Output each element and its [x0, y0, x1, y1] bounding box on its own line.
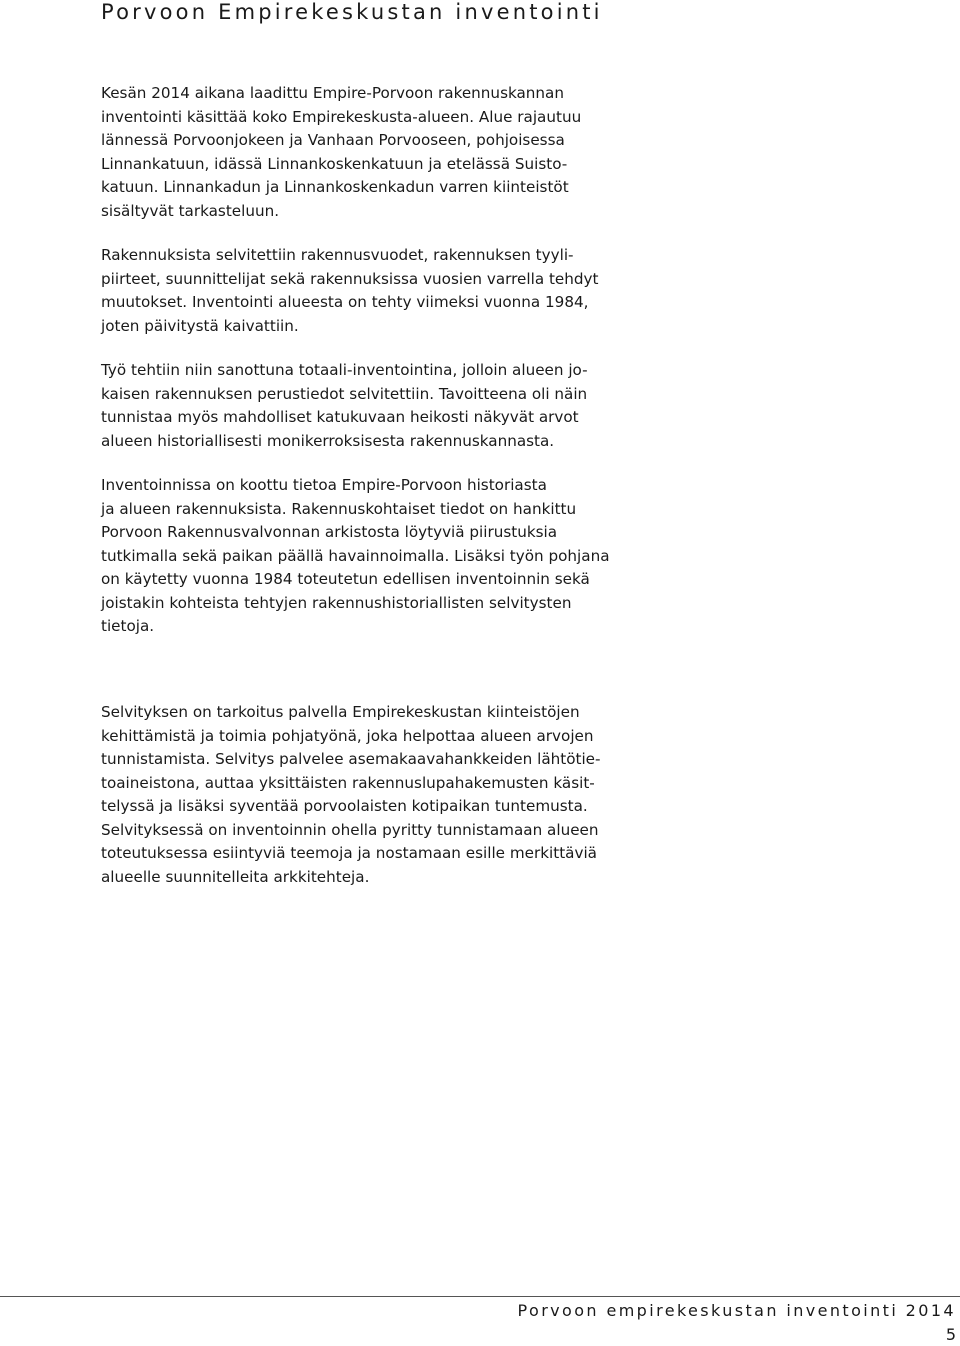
- text-line: Linnankatuun, idässä Linnankoskenkatuun ja etelässä Suisto-: [101, 154, 568, 173]
- text-line: sisältyvät tarkasteluun.: [101, 201, 280, 220]
- text-line: katuun. Linnankadun ja Linnankoskenkadun varren kiinteistöt: [101, 178, 569, 196]
- text-line: Selvityksessä on inventoinnin ohella pyritty tunnistamaan alueen: [101, 820, 599, 839]
- text-line: Selvityksen on tarkoitus palvella Empirekeskustan kiinteistöjen: [101, 703, 580, 721]
- text-line: alueelle suunnitelleita arkkitehteja.: [101, 867, 370, 886]
- paragraph-purpose: [101, 701, 621, 889]
- text-line: alueen historiallisesti monikerroksisesta rakennuskannasta.: [101, 431, 555, 450]
- text-line: joistakin kohteista tehtyjen rakennushistoriallisten selvitysten: [101, 593, 572, 612]
- intro-section: [101, 82, 621, 660]
- text-line: tietoja.: [101, 617, 155, 635]
- text-line: kaisen rakennuksen perustiedot selvitettiin. Tavoitteena oli näin: [101, 384, 588, 403]
- text-line: joten päivitystä kaivattiin.: [101, 316, 299, 335]
- paragraph-sources: [101, 474, 621, 639]
- text-line: Inventoinnissa on koottu tietoa Empire-Porvoon historiasta: [101, 476, 547, 494]
- text-line: Rakennuksista selvitettiin rakennusvuodet, rakennuksen tyyli-: [101, 246, 574, 264]
- text-line: telyssä ja lisäksi syventää porvoolaisten kotipaikan tuntemusta.: [101, 797, 588, 815]
- paragraph-contents: [101, 244, 621, 338]
- text-line: tunnistamista. Selvitys palvelee asemakaavahankkeiden lähtötie-: [101, 750, 601, 768]
- text-line: toteutuksessa esiintyviä teemoja ja nostamaan esille merkittäviä: [101, 844, 597, 862]
- text-line: lännessä Porvoonjokeen ja Vanhaan Porvooseen, pohjoisessa: [101, 131, 565, 149]
- paragraph-method: [101, 359, 621, 453]
- text-line: toaineistona, auttaa yksittäisten rakennuslupahakemusten käsit-: [101, 773, 595, 792]
- footer-divider: [0, 1296, 960, 1297]
- text-line: Porvoon Rakennusvalvonnan arkistosta löytyviä piirustuksia: [101, 523, 558, 541]
- text-line: tunnistaa myös mahdolliset katukuvaan heikosti näkyvät arvot: [101, 408, 579, 426]
- page-header-title: Porvoon Empirekeskustan inventointi: [101, 0, 603, 24]
- text-line: kehittämistä ja toimia pohjatyönä, joka helpottaa alueen arvojen: [101, 726, 594, 745]
- footer-title: Porvoon empirekeskustan inventointi 2014: [517, 1301, 956, 1320]
- text-line: muutokset. Inventointi alueesta on tehty viimeksi vuonna 1984,: [101, 293, 589, 311]
- text-line: Työ tehtiin niin sanottuna totaali-inventointina, jolloin alueen jo-: [101, 361, 588, 379]
- text-line: ja alueen rakennuksista. Rakennuskohtaiset tiedot on hankittu: [101, 499, 577, 518]
- text-line: tutkimalla sekä paikan päällä havainnoimalla. Lisäksi työn pohjana: [101, 546, 610, 565]
- text-line: on käytetty vuonna 1984 toteutetun edellisen inventoinnin sekä: [101, 570, 590, 588]
- text-line: inventointi käsittää koko Empirekeskusta-alueen. Alue rajautuu: [101, 107, 582, 126]
- text-line: piirteet, suunnittelijat sekä rakennuksissa vuosien varrella tehdyt: [101, 269, 599, 288]
- page-number: 5: [945, 1325, 956, 1344]
- purpose-section: [101, 701, 621, 910]
- paragraph-scope: [101, 82, 621, 223]
- text-line: Kesän 2014 aikana laadittu Empire-Porvoon rakennuskannan: [101, 84, 564, 102]
